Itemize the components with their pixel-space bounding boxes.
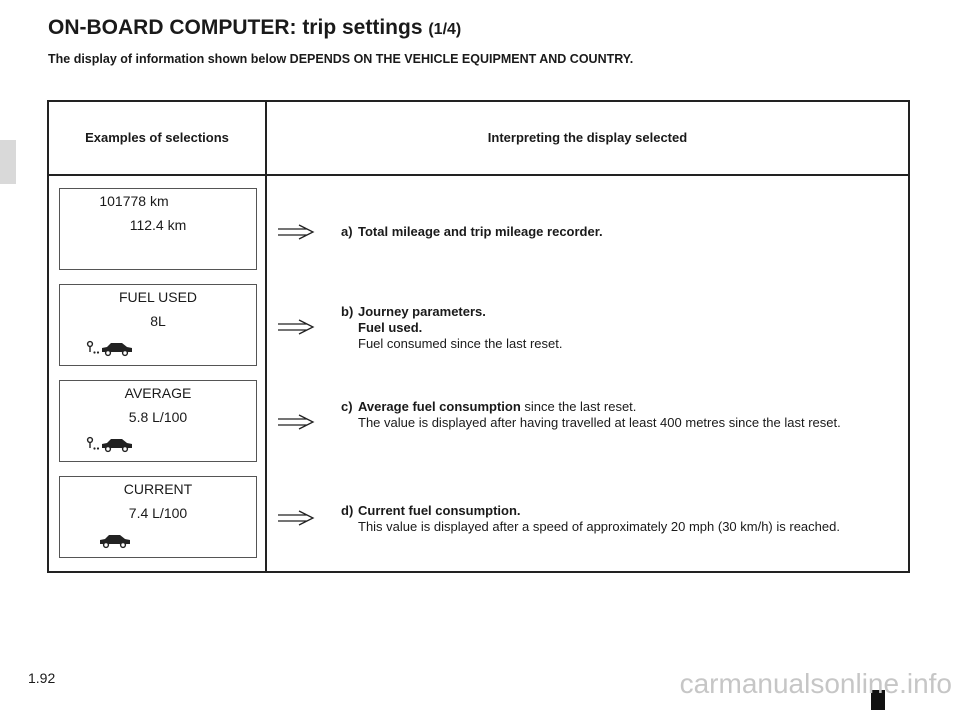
trip-car-icon [86, 337, 136, 359]
display-value: 7.4 L/100 [128, 505, 188, 521]
display-value: 8L [150, 313, 166, 329]
car-icon [86, 529, 136, 551]
description-a [341, 224, 909, 240]
display-label: CURRENT [123, 481, 193, 497]
item-heading: Current fuel consumption. [358, 503, 521, 518]
page-title [48, 16, 461, 40]
display-label: 101778 km [99, 193, 169, 209]
description-d [341, 503, 909, 535]
item-letter: c) [341, 399, 353, 414]
site-watermark: carmanualsonline.info [679, 668, 952, 699]
page-number: 1.92 [28, 670, 56, 686]
page-part-indicator: (1/4) [428, 21, 462, 38]
display-example-current [59, 476, 257, 558]
description-b [341, 304, 909, 352]
item-letter: d) [341, 503, 354, 518]
display-label: AVERAGE [124, 385, 192, 401]
page-title-text: ON-BOARD COMPUTER: trip settings [48, 16, 423, 39]
item-heading: Average fuel consumption [358, 399, 521, 414]
double-arrow-right-icon [277, 413, 325, 431]
double-arrow-right-icon [277, 223, 325, 241]
display-value: 112.4 km [129, 217, 187, 233]
item-subheading: Fuel used. [358, 320, 423, 335]
display-example-mileage [59, 188, 257, 270]
item-body: This value is displayed after a speed of approximately 20 mph (30 km/h) is reached. [358, 519, 840, 534]
display-example-fuel-used [59, 284, 257, 366]
item-heading-rest: since the last reset. [520, 399, 637, 414]
item-heading: Total mileage and trip mileage recorder. [358, 224, 603, 239]
double-arrow-right-icon [277, 318, 325, 336]
display-value: 5.8 L/100 [128, 409, 188, 425]
item-letter: b) [341, 304, 354, 319]
trip-settings-table [47, 100, 910, 573]
column-divider [265, 102, 267, 571]
header-divider [49, 174, 908, 176]
column-header-selections: Examples of selections [85, 130, 229, 145]
double-arrow-right-icon [277, 509, 325, 527]
side-tab-marker [0, 140, 16, 184]
item-body: Fuel consumed since the last reset. [358, 336, 563, 351]
column-header-interpretation: Interpreting the display selected [487, 130, 688, 145]
description-c [341, 399, 909, 431]
item-body: The value is displayed after having travelled at least 400 metres since the last reset. [358, 415, 841, 430]
item-letter: a) [341, 224, 353, 239]
display-example-average [59, 380, 257, 462]
item-heading: Journey parameters. [358, 304, 486, 319]
equipment-note: The display of information shown below DEPENDS ON THE VEHICLE EQUIPMENT AND COUNTRY. [48, 52, 634, 66]
display-label: FUEL USED [118, 289, 198, 305]
trip-car-icon [86, 433, 136, 455]
